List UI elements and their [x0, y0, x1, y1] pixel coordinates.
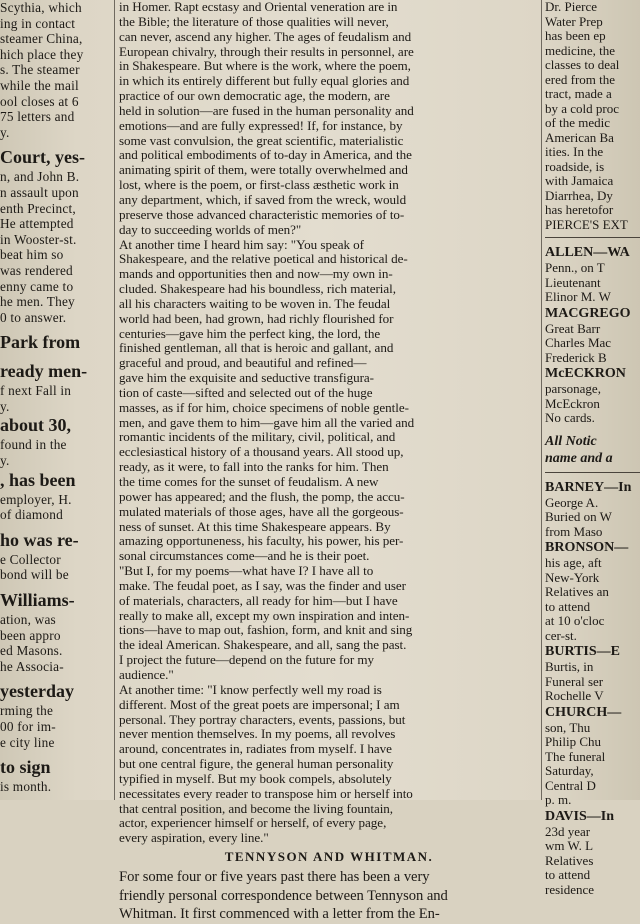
text-line: He attempted	[0, 216, 74, 232]
text-line: s. The steamer	[0, 62, 80, 78]
text-line: enny came to	[0, 278, 74, 294]
article-line: necessitates every reader to transpose him or herself into	[119, 785, 413, 801]
article-line: centuries—gave him the perfect king, the lord, the	[119, 325, 381, 341]
text-line: to attend	[545, 598, 591, 614]
item-heading: yesterday	[0, 681, 74, 702]
text-line: All Notic	[545, 433, 597, 449]
article-line: day to succeeding worlds of men?"	[119, 221, 302, 237]
text-line: parsonage,	[545, 381, 601, 396]
article-line: animating spirit of them, were totally overwhelmed and	[119, 162, 408, 178]
article-line: world had been, had grown, had richly flourished for	[119, 310, 394, 326]
text-line: Buried on W	[545, 509, 612, 524]
text-line: ities. In the	[545, 144, 604, 159]
item-heading: , has been	[0, 469, 76, 490]
text-line: McEckron	[545, 395, 600, 411]
text-line: in Wooster-st.	[0, 231, 77, 247]
text-line: ool closes at 6	[0, 93, 79, 109]
article-line: in Homer. Rapt ecstasy and Oriental veneration are in	[119, 0, 398, 14]
article-line: For some four or five years past there has been a very	[119, 869, 430, 886]
article-line: Shakespeare, and the relative poetical and historical de-	[119, 251, 408, 267]
left-news-column	[0, 0, 112, 800]
item-heading: to sign	[0, 757, 51, 778]
article-line: of materials, characters, all ready for him—but I have	[119, 592, 398, 608]
text-line: with Jamaica	[545, 173, 614, 188]
text-line: Elinor M. W	[545, 289, 611, 304]
text-line: he men. They	[0, 294, 75, 310]
article-line: some vast convulsion, the great scientific, materialistic	[119, 132, 404, 148]
item-heading: BARNEY—In	[545, 479, 632, 495]
text-line: Charles Mac	[545, 335, 612, 350]
article-line: cluded. Shakespeare had his boundless, rich material,	[119, 281, 396, 297]
text-line: Water Prep	[545, 13, 603, 29]
column-rule-right	[541, 0, 542, 800]
article-line: At another time: "I know perfectly well my road is	[119, 681, 382, 697]
item-heading: BRONSON—	[545, 540, 629, 555]
divider-rule	[545, 472, 640, 473]
article-line: that central position, and become the living fountain,	[119, 800, 394, 816]
text-line: New-York	[545, 569, 600, 585]
article-column	[119, 0, 539, 923]
item-heading: ALLEN—WA	[545, 245, 630, 260]
text-line: son, Thu	[545, 719, 591, 735]
article-line: finished gentleman, all that is heroic and gallant, and	[119, 340, 394, 356]
text-line: ing in contact	[0, 15, 76, 31]
article-line: around, concentrates in, radiates from myself. I have	[119, 741, 392, 757]
text-line: to attend	[545, 867, 591, 882]
text-line: PIERCE'S EXT	[545, 216, 628, 232]
text-line: beat him so	[0, 247, 64, 263]
article-line: graceful and proud, and beautiful and refined—	[119, 355, 367, 371]
article-line: sonal circumstances come—and he is their poet.	[119, 548, 370, 564]
article-line: mulated materials of those ages, have all the gorgeous-	[119, 503, 404, 519]
text-line: medicine, the	[545, 42, 616, 58]
article-line: all his characters waiting to be woven in. The feudal	[119, 295, 391, 311]
text-line: from Maso	[545, 523, 603, 539]
text-line: Philip Chu	[545, 734, 601, 749]
text-line: No cards.	[545, 410, 595, 425]
text-line: Lieutenant	[545, 274, 601, 290]
text-line: rming the	[0, 703, 54, 719]
article-line: At another time I heard him say: "You speak of	[119, 236, 364, 252]
article-line: and political embodiments of to-day in America, and the	[119, 147, 412, 163]
text-line: was rendered	[0, 262, 73, 278]
text-line: Saturday,	[545, 763, 594, 778]
item-heading: Williams-	[0, 590, 75, 611]
text-line: Dr. Pierce	[545, 0, 597, 14]
text-line: Burtis, in	[545, 659, 594, 674]
text-line: George A.	[545, 494, 599, 510]
text-line: Rochelle V	[545, 688, 604, 703]
text-line: y.	[0, 124, 10, 140]
text-line: while the mail	[0, 77, 79, 93]
article-line: tion of caste—sifted and selected out of the huge	[119, 384, 373, 400]
article-line: "But I, for my poems—what have I? I have all to	[119, 563, 374, 579]
article-line: audience."	[119, 666, 174, 682]
article-line: the time comes for the sunset of feudalism. A new	[119, 474, 379, 489]
article-line: mands and opportunities then and now—my own in-	[119, 266, 393, 282]
text-line: Scythia, which	[0, 0, 82, 15]
article-line: in Shakespeare. But where is the work, where the poem,	[119, 58, 411, 74]
item-heading: about 30,	[0, 415, 72, 436]
article-line: ready, as it were, to fall into the ranks for him. Then	[119, 459, 389, 475]
text-line: Diarrhea, Dy	[545, 187, 613, 203]
text-line: n assault upon	[0, 184, 79, 200]
article-line: any department, which, if saved from the wreck, would	[119, 191, 407, 207]
item-heading: BURTIS—E	[545, 644, 620, 659]
text-line: Penn., on T	[545, 260, 605, 275]
text-line: The funeral	[545, 748, 606, 764]
text-line: enth Precinct,	[0, 200, 76, 216]
notices-column	[545, 0, 640, 897]
item-heading: CHURCH—	[545, 704, 622, 720]
article-line: actor, experiencer himself or herself, of every page,	[119, 815, 387, 831]
article-line: ness of sunset. At this time Shakespeare appears. By	[119, 518, 391, 534]
article-line: really to make all, except my own inspiration and inten-	[119, 607, 410, 623]
text-line: tract, made a	[545, 86, 612, 101]
text-line: y.	[0, 453, 10, 469]
text-line: 75 letters and	[0, 109, 75, 125]
divider-rule	[545, 237, 640, 238]
text-line: 23d year	[545, 823, 591, 839]
article-line: in which its entirely different but fully equal glories and	[119, 73, 410, 89]
text-line: y.	[0, 398, 10, 414]
text-line: Frederick B	[545, 349, 607, 365]
text-line: been appro	[0, 627, 61, 643]
article-line: personal. They portray characters, events, passions, but	[119, 711, 406, 727]
article-line: men, and gave them to him—gave him all the varied and	[119, 414, 415, 430]
text-line: employer, H.	[0, 491, 72, 507]
article-line: never mention themselves. In my poems, all revolves	[119, 726, 396, 742]
article-line: the ideal American. Shakespeare, and all, sang the past.	[119, 637, 407, 653]
text-line: wm W. L	[545, 838, 594, 853]
article-line: make. The feudal poet, as I say, was the finder and user	[119, 577, 406, 593]
text-line: by a cold proc	[545, 100, 620, 116]
article-line: European chivalry, through their results in personnel, are	[119, 43, 414, 59]
text-line: classes to deal	[545, 57, 620, 72]
article-line: Whitman. It first commenced with a letter from the En-	[119, 906, 440, 923]
article-line: emotions—and are fully expressed! If, for instance, by	[119, 117, 403, 133]
article-line: different. Most of the great poets are impersonal; I am	[119, 696, 400, 712]
article-line: lost, where is the poem, or first-class æsthetic work in	[119, 177, 399, 193]
text-line: name and a	[545, 450, 613, 466]
text-line: bond will be	[0, 567, 69, 583]
item-heading: ready men-	[0, 361, 88, 382]
text-line: American Ba	[545, 129, 614, 145]
section-heading: TENNYSON AND WHITMAN.	[224, 849, 434, 865]
text-line: hich place they	[0, 46, 84, 62]
column-rule-left	[114, 0, 115, 800]
text-line: he Associa-	[0, 658, 64, 674]
article-line: preserve those advanced characteristic memories of to-	[119, 206, 405, 222]
text-line: 00 for im-	[0, 719, 56, 734]
item-heading: McECKRON	[545, 366, 626, 381]
text-line: his age, aft	[545, 555, 602, 570]
article-line: held in solution—are fused in the human personality and	[119, 102, 414, 118]
text-line: e Collector	[0, 551, 61, 567]
text-line: has been ep	[545, 28, 606, 43]
text-line: roadside, is	[545, 158, 605, 174]
spacer	[545, 426, 640, 433]
text-line: p. m.	[545, 792, 572, 807]
text-line: at 10 o'cloc	[545, 613, 605, 628]
text-line: Relatives an	[545, 584, 609, 599]
article-line: I project the future—depend on the future for my	[119, 652, 375, 668]
text-line: Great Barr	[545, 320, 601, 336]
text-line: is month.	[0, 779, 52, 795]
text-line: steamer China,	[0, 31, 83, 47]
article-line: power has appeared; and the flush, the pomp, the accu-	[119, 488, 405, 504]
article-line: masses, as if for him, choice specimens of noble gentle-	[119, 399, 409, 415]
item-heading: Park from	[0, 332, 81, 353]
item-heading: Court, yes-	[0, 147, 85, 168]
text-line: cer-st.	[545, 627, 577, 643]
text-line: of the medic	[545, 115, 610, 130]
article-body-top	[119, 0, 539, 846]
text-line: n, and John B.	[0, 169, 80, 185]
text-line: residence	[545, 881, 595, 897]
article-line: gave him the exquisite and seductive transfigura-	[119, 370, 374, 386]
text-line: found in the	[0, 437, 67, 453]
article-line: typified in myself. But my book compels, absolutely	[119, 770, 392, 786]
article-line: can never, ascend any higher. The ages of feudalism and	[119, 28, 412, 44]
article-line: but one central figure, the general human personality	[119, 756, 394, 772]
article-line: tions—have to map out, fashion, form, and knit and sing	[119, 622, 413, 638]
text-line: has heretofor	[545, 202, 614, 217]
text-line: ed Masons.	[0, 643, 63, 659]
article-line: the Bible; the literature of those qualities will never,	[119, 13, 389, 29]
text-line: of diamond	[0, 507, 63, 523]
item-heading: ho was re-	[0, 529, 79, 550]
article-line: every aspiration, every line."	[119, 830, 269, 846]
item-heading: DAVIS—In	[545, 808, 614, 824]
text-line: f next Fall in	[0, 383, 72, 399]
text-line: Funeral ser	[545, 673, 604, 689]
text-line: Central D	[545, 777, 596, 793]
text-line: ation, was	[0, 612, 56, 628]
article-line: amazing opportuneness, his faculty, his power, his per-	[119, 533, 404, 549]
text-line: 0 to answer.	[0, 309, 67, 325]
article-line: romantic incidents of the military, civil, political, and	[119, 429, 396, 445]
article-body-bottom	[119, 868, 539, 924]
article-line: ecclesiastical history of a thousand years. All stood up,	[119, 444, 404, 460]
item-heading: MACGREGO	[545, 305, 631, 321]
text-line: ered from the	[545, 71, 616, 87]
article-line: friendly personal correspondence between Tennyson and	[119, 887, 448, 904]
article-line: practice of our own democratic age, the modern, are	[119, 88, 390, 104]
text-line: e city line	[0, 734, 55, 750]
text-line: Relatives	[545, 852, 594, 868]
